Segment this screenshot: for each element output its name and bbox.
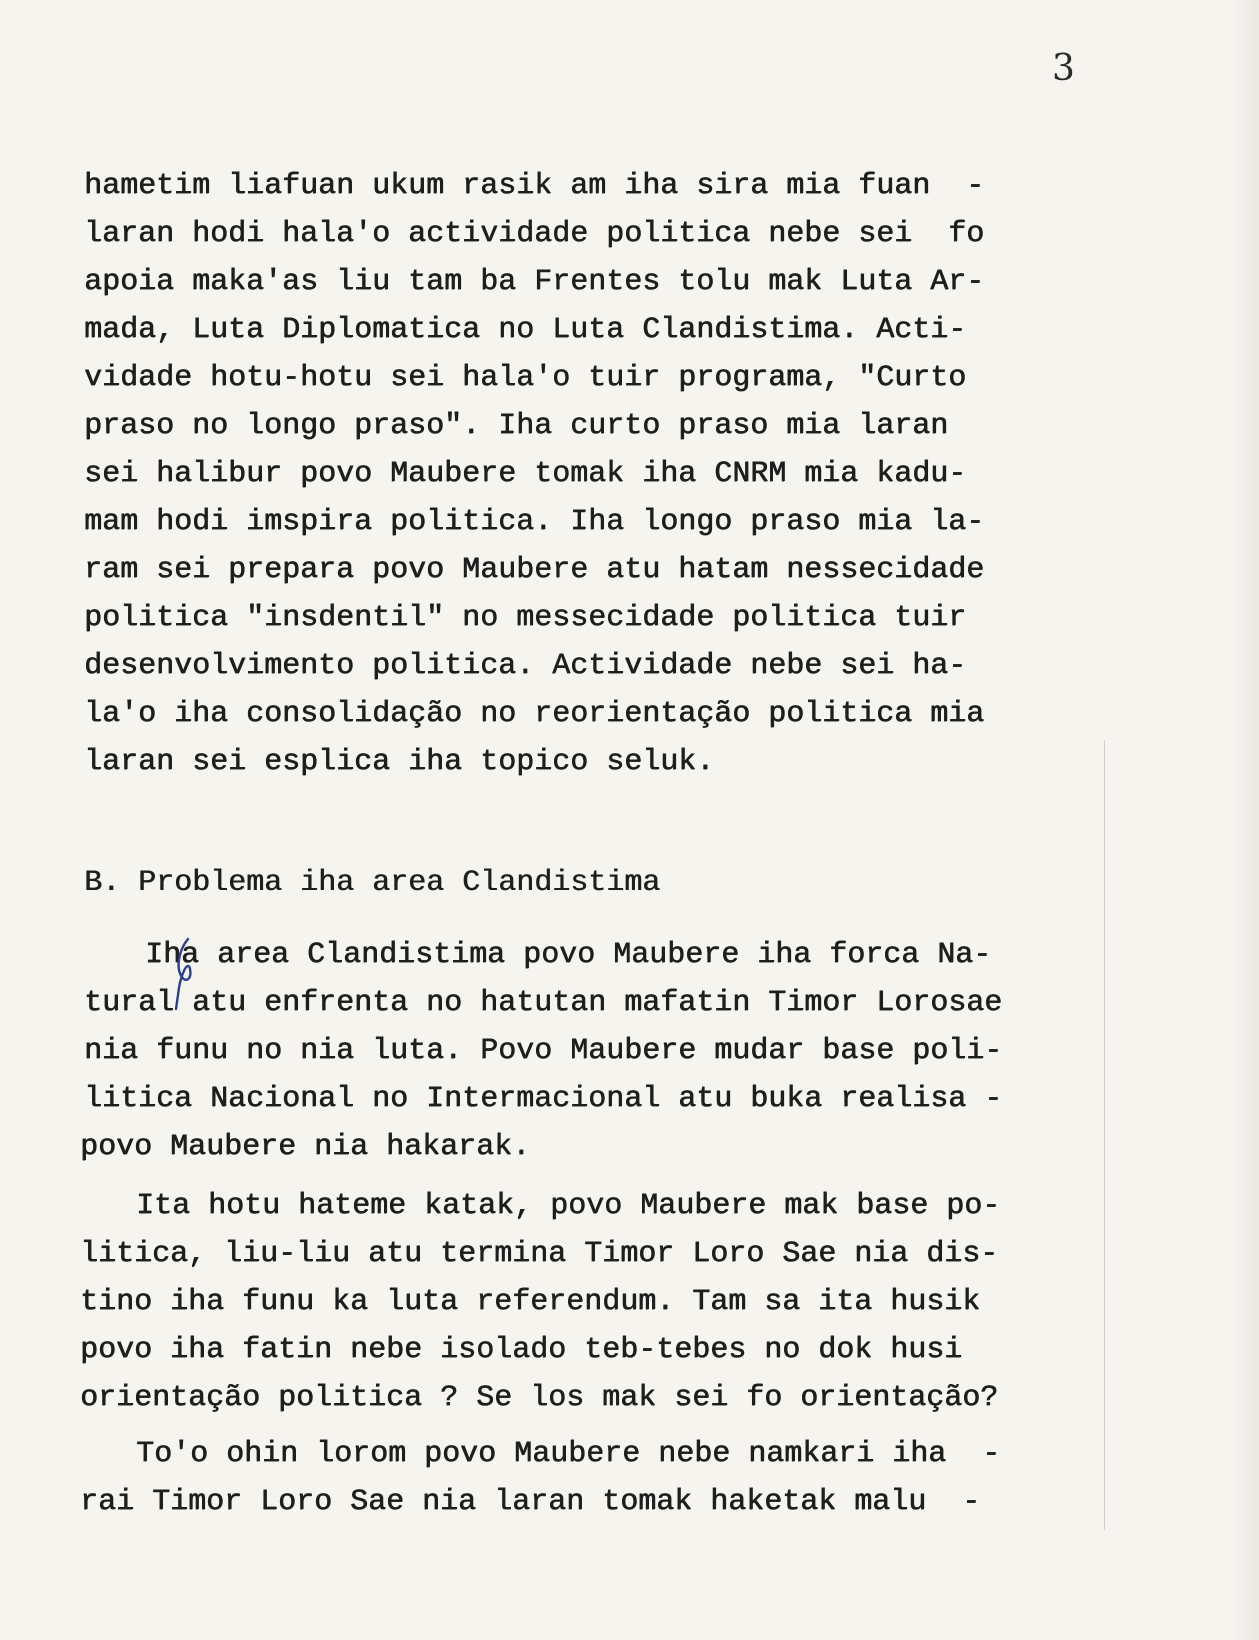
text-line: povo Maubere nia hakarak. [80, 1130, 531, 1164]
text-line: nia funu no nia luta. Povo Maubere mudar base poli- [84, 1034, 1003, 1068]
page-edge-shadow [1235, 0, 1259, 1640]
text-line: hametim liafuan ukum rasik am iha sira mia fuan - [84, 169, 985, 203]
text-line: To'o ohin lorom povo Maubere nebe namkari iha - [136, 1437, 1001, 1471]
text-line: rai Timor Loro Sae nia laran tomak haketak malu - [80, 1485, 981, 1519]
text-line: laran hodi hala'o actividade politica nebe sei fo [84, 217, 985, 251]
page-number: 3 [1052, 48, 1075, 89]
text-line: desenvolvimento politica. Actividade nebe sei ha- [84, 649, 967, 683]
text-line: Ita hotu hateme katak, povo Maubere mak base po- [136, 1189, 1001, 1223]
text-line: tural atu enfrenta no hatutan mafatin Timor Lorosae [84, 986, 1003, 1020]
text-line: orientação politica ? Se los mak sei fo orientação? [80, 1381, 999, 1415]
text-line: ram sei prepara povo Maubere atu hatam nessecidade [84, 553, 985, 587]
text-line: tino iha funu ka luta referendum. Tam sa ita husik [80, 1285, 981, 1319]
text-line: mada, Luta Diplomatica no Luta Clandistima. Acti- [84, 313, 967, 347]
text-line: litica, liu-liu atu termina Timor Loro Sae nia dis- [80, 1237, 999, 1271]
text-line: Iha area Clandistima povo Maubere iha forca Na- [145, 938, 992, 972]
text-line: la'o iha consolidação no reorientação politica mia [84, 697, 985, 731]
text-line: mam hodi imspira politica. Iha longo praso mia la- [84, 505, 985, 539]
text-line: laran sei esplica iha topico seluk. [84, 745, 715, 779]
text-line: politica "insdentil" no messecidade politica tuir [84, 601, 967, 635]
pen-correction-mark [170, 935, 200, 1015]
text-line: litica Nacional no Intermacional atu buka realisa - [84, 1082, 1003, 1116]
text-line: praso no longo praso". Iha curto praso mia laran [84, 409, 949, 443]
section-heading: B. Problema iha area Clandistima [84, 866, 661, 900]
margin-rule [1104, 740, 1105, 1530]
text-line: povo iha fatin nebe isolado teb-tebes no dok husi [80, 1333, 963, 1367]
text-line: sei halibur povo Maubere tomak iha CNRM mia kadu- [84, 457, 967, 491]
text-line: vidade hotu-hotu sei hala'o tuir programa, "Curto [84, 361, 967, 395]
text-line: apoia maka'as liu tam ba Frentes tolu mak Luta Ar- [84, 265, 985, 299]
